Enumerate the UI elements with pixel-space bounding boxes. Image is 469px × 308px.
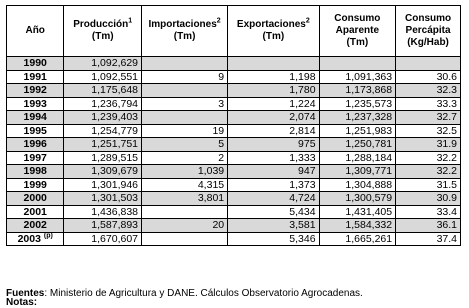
column-header-unit: (Tm) xyxy=(262,31,285,42)
per-capita-cell xyxy=(396,57,461,71)
imports-cell xyxy=(142,84,228,98)
year-cell xyxy=(7,205,64,219)
column-header xyxy=(7,6,64,57)
apparent-consumption-cell: 1,250,781 xyxy=(319,138,396,152)
apparent-consumption-cell: 1,173,868 xyxy=(319,84,396,98)
year-cell xyxy=(7,151,64,165)
production-cell: 1,301,946 xyxy=(64,178,142,192)
exports-cell: 2,814 xyxy=(228,124,319,138)
column-header-label: Consumo Percápita xyxy=(405,13,452,36)
column-header-unit: (Tm) xyxy=(346,37,369,48)
apparent-consumption-cell: 1,309,771 xyxy=(319,165,396,179)
data-table-container xyxy=(6,5,461,308)
year-label: 2003 xyxy=(17,232,41,245)
production-cell: 1,289,515 xyxy=(64,151,142,165)
year-cell xyxy=(7,97,64,111)
per-capita-cell: 30.6 xyxy=(396,70,461,84)
column-header-unit: (Tm) xyxy=(173,31,196,42)
production-cell: 1,301,503 xyxy=(64,192,142,206)
year-cell xyxy=(7,219,64,233)
production-cell: 1,175,648 xyxy=(64,84,142,98)
per-capita-cell: 32.5 xyxy=(396,124,461,138)
per-capita-cell: 32.2 xyxy=(396,151,461,165)
apparent-consumption-cell: 1,237,328 xyxy=(319,111,396,125)
production-cell: 1,092,551 xyxy=(64,70,142,84)
imports-cell: 19 xyxy=(142,124,228,138)
per-capita-cell: 32.3 xyxy=(396,84,461,98)
exports-cell: 1,333 xyxy=(228,151,319,165)
year-label: 1998 xyxy=(23,165,47,177)
exports-cell: 2,074 xyxy=(228,111,319,125)
year-cell xyxy=(7,138,64,152)
exports-cell: 5,434 xyxy=(228,205,319,219)
table-row xyxy=(7,178,461,192)
imports-cell: 1,039 xyxy=(142,165,228,179)
table-row xyxy=(7,232,461,246)
apparent-consumption-cell: 1,584,332 xyxy=(319,219,396,233)
exports-cell: 3,581 xyxy=(228,219,319,233)
per-capita-cell: 30.9 xyxy=(396,192,461,206)
table-row xyxy=(7,192,461,206)
apparent-consumption-cell: 1,665,261 xyxy=(319,232,396,246)
sources-footnote xyxy=(6,288,363,299)
imports-cell xyxy=(142,57,228,71)
year-label: 1993 xyxy=(23,97,47,110)
exports-cell xyxy=(228,57,319,71)
imports-cell: 9 xyxy=(142,70,228,84)
apparent-consumption-cell: 1,251,983 xyxy=(319,124,396,138)
year-footnote-mark: (p) xyxy=(43,232,53,239)
table-row xyxy=(7,124,461,138)
imports-cell: 3,801 xyxy=(142,192,228,206)
table-row xyxy=(7,151,461,165)
year-label: 1991 xyxy=(23,70,47,83)
exports-cell: 1,780 xyxy=(228,84,319,98)
column-header-footnote-mark: 2 xyxy=(216,17,221,25)
per-capita-cell: 37.4 xyxy=(396,232,461,246)
year-label: 2001 xyxy=(23,205,47,218)
column-header-label: Año xyxy=(25,25,45,36)
imports-cell xyxy=(142,205,228,219)
year-label: 1992 xyxy=(23,84,47,96)
year-cell xyxy=(7,232,64,246)
year-label: 1999 xyxy=(23,178,47,191)
exports-cell: 1,224 xyxy=(228,97,319,111)
per-capita-cell: 36.1 xyxy=(396,219,461,233)
production-cell: 1,309,679 xyxy=(64,165,142,179)
table-row xyxy=(7,165,461,179)
column-header-footnote-mark: 1 xyxy=(128,17,133,25)
imports-cell: 2 xyxy=(142,151,228,165)
table-header-row xyxy=(7,6,461,57)
year-cell xyxy=(7,70,64,84)
production-cell: 1,670,607 xyxy=(64,232,142,246)
apparent-consumption-cell: 1,300,579 xyxy=(319,192,396,206)
column-header xyxy=(64,6,142,57)
imports-cell: 3 xyxy=(142,97,228,111)
column-header-label: Producción xyxy=(73,19,129,30)
year-cell xyxy=(7,192,64,206)
apparent-consumption-cell: 1,091,363 xyxy=(319,70,396,84)
column-header-unit: (Kg/Hab) xyxy=(407,37,449,48)
exports-cell: 947 xyxy=(228,165,319,179)
table-row xyxy=(7,111,461,125)
apparent-consumption-cell: 1,304,888 xyxy=(319,178,396,192)
sources-label: Fuentes xyxy=(6,288,45,299)
imports-cell: 20 xyxy=(142,219,228,233)
production-cell: 1,587,893 xyxy=(64,219,142,233)
table-row xyxy=(7,219,461,233)
column-header xyxy=(228,6,319,57)
production-cell: 1,251,751 xyxy=(64,138,142,152)
exports-cell: 1,198 xyxy=(228,70,319,84)
sources-text: : Ministerio de Agricultura y DANE. Cálculos Observatorio Agrocadenas. xyxy=(44,288,363,299)
production-consumption-table xyxy=(6,5,461,246)
column-header-unit: (Tm) xyxy=(91,31,114,42)
production-cell: 1,436,838 xyxy=(64,205,142,219)
table-row xyxy=(7,84,461,98)
table-row xyxy=(7,97,461,111)
apparent-consumption-cell: 1,235,573 xyxy=(319,97,396,111)
year-cell xyxy=(7,124,64,138)
notes-label: Notas: xyxy=(6,297,38,308)
per-capita-cell: 33.4 xyxy=(396,205,461,219)
year-cell xyxy=(7,178,64,192)
year-cell xyxy=(7,84,64,98)
imports-cell xyxy=(142,232,228,246)
column-header xyxy=(142,6,228,57)
apparent-consumption-cell: 1,288,184 xyxy=(319,151,396,165)
year-cell xyxy=(7,111,64,125)
column-header-footnote-mark: 2 xyxy=(305,17,310,25)
year-label: 2002 xyxy=(23,219,47,231)
year-label: 1990 xyxy=(23,57,47,69)
year-label: 1997 xyxy=(23,151,47,164)
exports-cell: 975 xyxy=(228,138,319,152)
year-cell xyxy=(7,165,64,179)
exports-cell: 4,724 xyxy=(228,192,319,206)
table-row xyxy=(7,70,461,84)
apparent-consumption-cell xyxy=(319,57,396,71)
production-cell: 1,239,403 xyxy=(64,111,142,125)
column-header-label: Consumo Aparente xyxy=(334,13,381,36)
exports-cell: 1,373 xyxy=(228,178,319,192)
production-cell: 1,254,779 xyxy=(64,124,142,138)
column-header-label: Importaciones xyxy=(148,19,217,30)
production-cell: 1,236,794 xyxy=(64,97,142,111)
imports-cell: 4,315 xyxy=(142,178,228,192)
apparent-consumption-cell: 1,431,405 xyxy=(319,205,396,219)
per-capita-cell: 31.5 xyxy=(396,178,461,192)
table-row xyxy=(7,57,461,71)
per-capita-cell: 31.9 xyxy=(396,138,461,152)
exports-cell: 5,346 xyxy=(228,232,319,246)
table-row xyxy=(7,138,461,152)
year-label: 1994 xyxy=(23,111,47,123)
year-cell xyxy=(7,57,64,71)
column-header xyxy=(319,6,396,57)
column-header xyxy=(396,6,461,57)
year-label: 2000 xyxy=(23,192,47,204)
per-capita-cell: 32.7 xyxy=(396,111,461,125)
year-label: 1995 xyxy=(23,124,47,137)
per-capita-cell: 33.3 xyxy=(396,97,461,111)
imports-cell xyxy=(142,111,228,125)
table-row xyxy=(7,205,461,219)
imports-cell: 5 xyxy=(142,138,228,152)
year-label: 1996 xyxy=(23,138,47,150)
per-capita-cell: 32.2 xyxy=(396,165,461,179)
production-cell: 1,092,629 xyxy=(64,57,142,71)
table-body xyxy=(7,57,461,246)
column-header-label: Exportaciones xyxy=(236,19,306,30)
